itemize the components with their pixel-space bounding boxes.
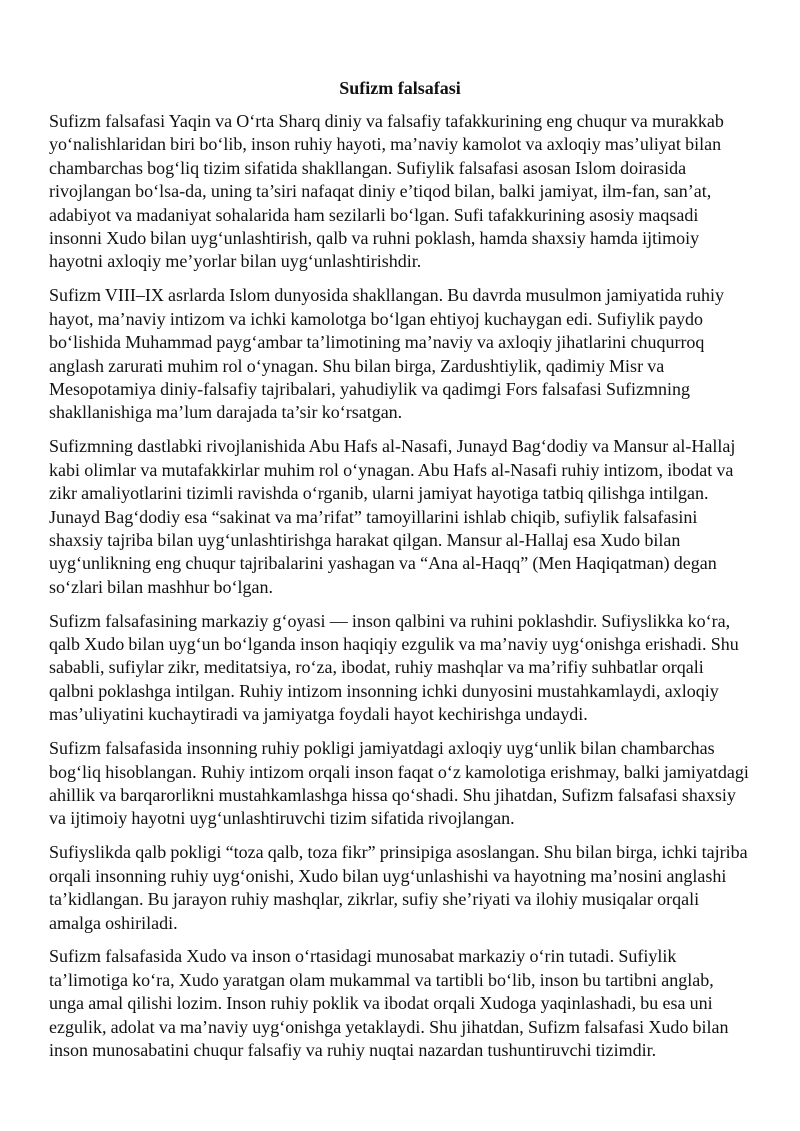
paragraph-5: Sufizm falsafasida insonning ruhiy pokligi jamiyatdagi axloqiy uyg‘unlik bilan chambarchas bog‘liq hisoblangan. Ruhiy intizom orqali inson faqat o‘z kamolotiga erishmay, balki jamiyatdagi ahillik va barqarorlikni mustahkamlashga hissa qo‘shadi. Shu jihatdan, Sufizm falsafasi shaxsiy va ijtimoiy hayotni uyg‘unlashtiruvchi tizim sifatida rivojlangan. (49, 738, 749, 829)
paragraph-7: Sufizm falsafasida Xudo va inson o‘rtasidagi munosabat markaziy o‘rin tutadi. Sufiylik ta’limotiga ko‘ra, Xudo yaratgan olam mukammal va tartibli bo‘lib, inson bu tartibni anglab, unga amal qilishi lozim. Inson ruhiy poklik va ibodat orqali Xudoga yaqinlashadi, bu esa uni ezgulik, adolat va ma’naviy uyg‘onishga yetaklaydi. Shu jihatdan, Sufizm falsafasi Xudo bilan inson munosabatini chuqur falsafiy va ruhiy nuqtai nazardan tushuntiruvchi tizimdir. (49, 946, 729, 1061)
paragraph-3: Sufizmning dastlabki rivojlanishida Abu Hafs al-Nasafi, Junayd Bag‘dodiy va Mansur al-Hallaj kabi olimlar va mutafakkirlar muhim rol o‘ynagan. Abu Hafs al-Nasafi ruhiy intizom, ibodat va zikr amaliyotlarini tizimli ravishda o‘rganib, ularni jamiyat hayotiga tatbiq qilishga intilgan. Junayd Bag‘dodiy esa “sakinat va ma’rifat” tamoyillarini ishlab chiqib, sufiylik falsafasini shaxsiy tajriba bilan uyg‘unlashtirishga harakat qilgan. Mansur al-Hallaj esa Xudo bilan uyg‘unlikning eng chuqur tajribalarini yashagan va “Ana al-Haqq” (Men Haqiqatman) degan so‘zlari bilan mashhur bo‘lgan. (49, 436, 736, 597)
paragraph-6: Sufiyslikda qalb pokligi “toza qalb, toza fikr” prinsipiga asoslangan. Shu bilan birga, ichki tajriba orqali insonning ruhiy uyg‘onishi, Xudo bilan uyg‘unlashishi va hayotning ma’nosini anglashi ta’kidlangan. Bu jarayon ruhiy mashqlar, zikrlar, sufiy she’riyati va ilohiy musiqalar orqali amalga oshiriladi. (49, 842, 748, 933)
paragraph-2: Sufizm VIII–IX asrlarda Islom dunyosida shakllangan. Bu davrda musulmon jamiyatida ruhiy hayot, ma’naviy intizom va ichki kamolotga bo‘lgan ehtiyoj kuchaygan edi. Sufiylik paydo bo‘lishida Muhammad payg‘ambar ta’limotining ma’naviy va axloqiy jihatlarini chuqurroq anglash zarurati muhim rol o‘ynagan. Shu bilan birga, Zardushtiylik, qadimiy Misr va Mesopotamiya diniy-falsafiy tajribalari, yahudiylik va qadimgi Fors falsafasi Sufizmning shakllanishiga ma’lum darajada ta’sir ko‘rsatgan. (49, 285, 725, 423)
paragraph-1: Sufizm falsafasi Yaqin va O‘rta Sharq diniy va falsafiy tafakkurining eng chuqur va murakkab yo‘nalishlaridan biri bo‘lib, inson ruhiy hayoti, ma’naviy kamolot va axloqiy mas’uliyat bilan chambarchas bog‘liq tizim sifatida shakllangan. Sufiylik falsafasi asosan Islom doirasida rivojlangan bo‘lsa-da, uning ta’siri nafaqat diniy e’tiqod bilan, balki jamiyat, ilm-fan, san’at, adabiyot va madaniyat sohalarida ham sezilarli bo‘lgan. Sufi tafakkurining asosiy maqsadi insonni Xudo bilan uyg‘unlashtirish, qalb va ruhni poklash, hamda shaxsiy hamda ijtimoiy hayotni axloqiy me’yorlar bilan uyg‘unlashtirishdir. (49, 111, 724, 272)
document-title: Sufizm falsafasi (339, 78, 461, 98)
paragraph-4: Sufizm falsafasining markaziy g‘oyasi — inson qalbini va ruhini poklashdir. Sufiyslikka ko‘ra, qalb Xudo bilan uyg‘un bo‘lganda inson haqiqiy ezgulik va ma’naviy uyg‘onishga erishadi. Shu sababli, sufiylar zikr, meditatsiya, ro‘za, ibodat, ruhiy mashqlar va ma’rifiy suhbatlar orqali qalbni poklashga intilgan. Ruhiy intizom insonning ichki dunyosini mustahkamlaydi, axloqiy mas’uliyatini kuchaytiradi va jamiyatga foydali hayot kechirishga undaydi. (49, 610, 739, 725)
